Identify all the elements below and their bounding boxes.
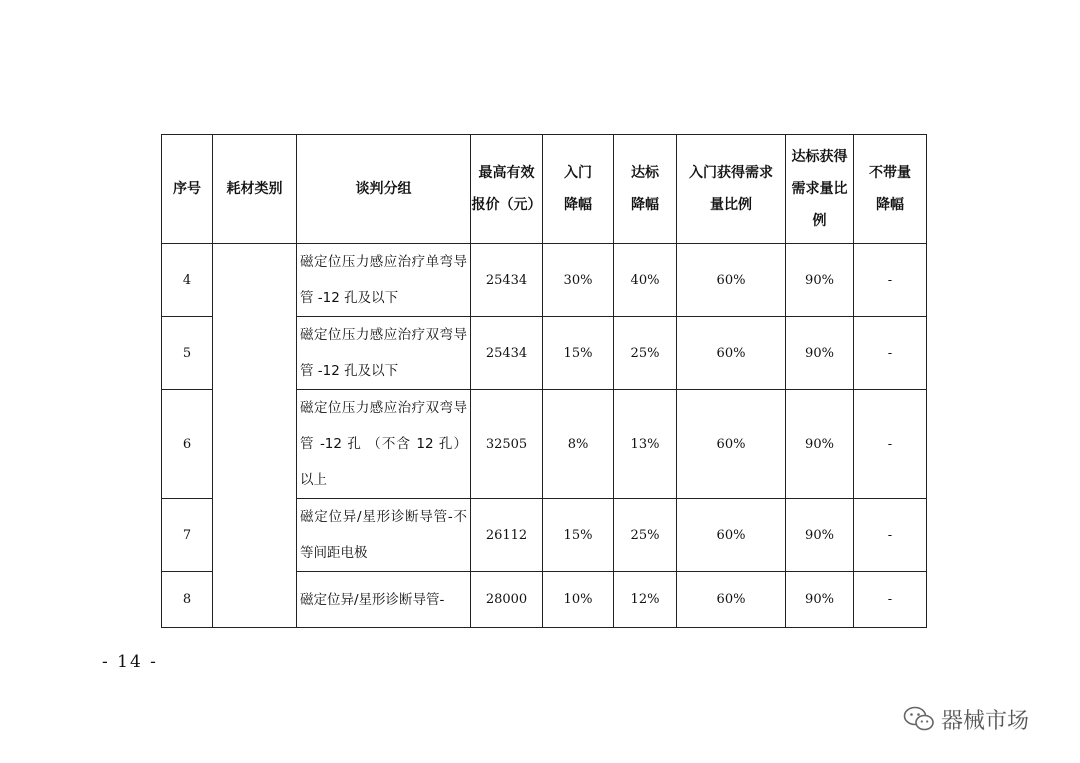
cell-target-ratio: 90% [786,499,854,572]
header-price: 最高有效 报价（元） [471,135,543,244]
cell-entry: 15% [543,499,614,572]
negotiation-table [161,134,927,628]
cell-no: 8 [162,572,213,628]
cell-price: 28000 [471,572,543,628]
cell-target-ratio: 90% [786,317,854,390]
cell-entry: 30% [543,244,614,317]
header-entry-ratio: 入门获得需求 量比例 [677,135,786,244]
header-row [162,135,927,244]
cell-target: 13% [614,390,677,499]
header-entry-cut: 入门 降幅 [543,135,614,244]
cell-noqty: - [854,244,927,317]
cell-group: 磁定位压力感应治疗单弯导管 -12 孔及以下 [297,244,471,317]
cell-entry: 8% [543,390,614,499]
cell-group: 磁定位异/星形诊断导管-不等间距电极 [297,499,471,572]
cell-target-ratio: 90% [786,572,854,628]
table-row [162,244,927,317]
cell-noqty: - [854,317,927,390]
header-target-ratio: 达标获得 需求量比 例 [786,135,854,244]
cell-entry-ratio: 60% [677,499,786,572]
cell-target: 25% [614,499,677,572]
cell-target: 40% [614,244,677,317]
cell-group: 磁定位压力感应治疗双弯导管 -12 孔及以下 [297,317,471,390]
cell-no: 5 [162,317,213,390]
cell-price: 26112 [471,499,543,572]
header-target-cut: 达标 降幅 [614,135,677,244]
cell-target: 12% [614,572,677,628]
cell-group: 磁定位异/星形诊断导管- [297,572,471,628]
cell-entry: 15% [543,317,614,390]
header-no: 序号 [162,135,213,244]
cell-noqty: - [854,499,927,572]
header-category: 耗材类别 [213,135,297,244]
cell-entry: 10% [543,572,614,628]
header-group: 谈判分组 [297,135,471,244]
cell-price: 25434 [471,244,543,317]
cell-target: 25% [614,317,677,390]
watermark [903,704,1029,734]
cell-entry-ratio: 60% [677,317,786,390]
cell-no: 7 [162,499,213,572]
cell-entry-ratio: 60% [677,572,786,628]
wechat-icon [903,706,935,732]
cell-noqty: - [854,390,927,499]
cell-category [213,244,297,628]
cell-no: 4 [162,244,213,317]
cell-entry-ratio: 60% [677,390,786,499]
cell-entry-ratio: 60% [677,244,786,317]
page-number: - 14 - [102,652,158,672]
watermark-text: 器械市场 [941,708,1030,734]
cell-no: 6 [162,390,213,499]
cell-noqty: - [854,572,927,628]
header-noqty-cut: 不带量 降幅 [854,135,927,244]
cell-price: 32505 [471,390,543,499]
cell-group: 磁定位压力感应治疗双弯导管 -12 孔 （不含 12 孔）以上 [297,390,471,499]
cell-price: 25434 [471,317,543,390]
cell-target-ratio: 90% [786,390,854,499]
cell-target-ratio: 90% [786,244,854,317]
